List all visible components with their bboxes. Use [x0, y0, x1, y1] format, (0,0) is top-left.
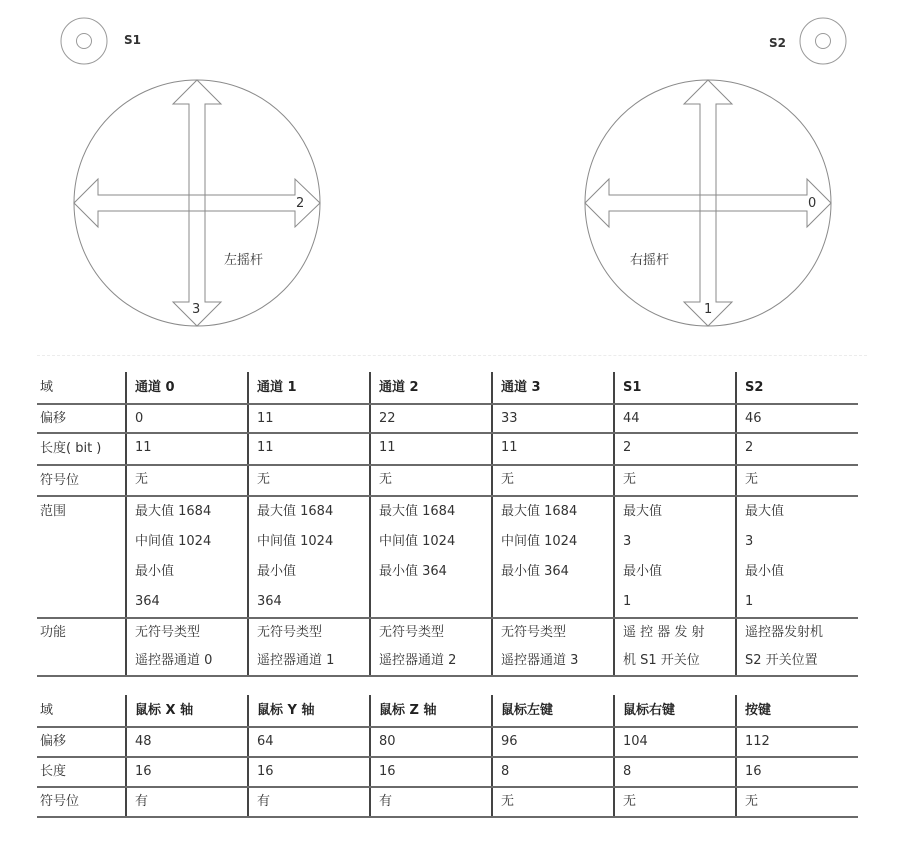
table-cell: 64: [248, 727, 370, 757]
header-channel-3: 通道 3: [492, 372, 614, 404]
s2-label: S2: [769, 36, 786, 50]
header-field: 域: [37, 372, 126, 404]
table-header-row: [37, 372, 858, 404]
section-divider: [37, 355, 867, 356]
row-label: [37, 496, 126, 618]
header-keys: 按键: [736, 695, 858, 727]
table-row-length: [37, 757, 858, 787]
table-cell: 46: [736, 404, 858, 433]
table-cell: 无: [614, 465, 736, 496]
table-cell: [248, 496, 370, 618]
range-min: 最小值: [745, 564, 785, 579]
header-s1: S1: [614, 372, 736, 404]
function-type: 遥 控 器 发 射: [623, 625, 705, 640]
left-stick-vertical-channel: 3: [192, 302, 201, 317]
table-cell: [370, 496, 492, 618]
s1-switch-icon: [61, 18, 107, 64]
table-cell: 8: [614, 757, 736, 787]
table-cell: 2: [614, 433, 736, 465]
range-max: 最大值 1684: [379, 504, 456, 519]
table-cell: 无: [492, 787, 614, 817]
joystick-diagram: [0, 0, 903, 345]
table-cell: 16: [370, 757, 492, 787]
table-cell: 无: [492, 465, 614, 496]
function-type: 无符号类型: [257, 625, 323, 640]
s1-label: S1: [124, 33, 141, 47]
table-cell: [126, 618, 248, 676]
table-cell: 112: [736, 727, 858, 757]
range-min: 最小值: [257, 564, 297, 579]
function-desc: S2 开关位置: [745, 653, 818, 668]
header-field: 域: [37, 695, 126, 727]
table-cell: 104: [614, 727, 736, 757]
range-min: 最小值 364: [501, 564, 569, 579]
table-row-sign: [37, 787, 858, 817]
range-min-value: 1: [623, 594, 632, 609]
table-cell: 80: [370, 727, 492, 757]
range-extra: [501, 587, 613, 617]
table-cell: 8: [492, 757, 614, 787]
table-cell: 11: [248, 404, 370, 433]
function-type: 无符号类型: [501, 625, 567, 640]
table-cell: 16: [736, 757, 858, 787]
header-mouse-x: 鼠标 X 轴: [126, 695, 248, 727]
table-cell: [614, 618, 736, 676]
range-max-value: 3: [623, 534, 632, 549]
range-min: 最小值 364: [379, 564, 447, 579]
table-cell: [614, 496, 736, 618]
range-min-value: 364: [257, 594, 282, 609]
table-row-length: [37, 433, 858, 465]
table-cell: 2: [736, 433, 858, 465]
table-cell: 33: [492, 404, 614, 433]
range-max-value: 3: [745, 534, 754, 549]
table-cell: 11: [492, 433, 614, 465]
function-type: 遥控器发射机: [745, 625, 824, 640]
right-stick-horizontal-channel: 0: [808, 196, 817, 211]
joystick-diagram-graphic: [0, 0, 903, 345]
table-row-offset: [37, 727, 858, 757]
table-cell: 22: [370, 404, 492, 433]
function-desc: 机 S1 开关位: [623, 653, 700, 668]
row-label: 偏移: [37, 727, 126, 757]
range-max: 最大值: [623, 504, 663, 519]
range-max: 最大值 1684: [135, 504, 212, 519]
function-type: 无符号类型: [379, 625, 445, 640]
function-desc: 遥控器通道 2: [379, 653, 457, 668]
table-cell: [736, 618, 858, 676]
range-mid: 中间值 1024: [379, 534, 456, 549]
function-desc: 遥控器通道 3: [501, 653, 579, 668]
header-mouse-right: 鼠标右键: [614, 695, 736, 727]
table-cell: 无: [126, 465, 248, 496]
left-stick-label: 左摇杆: [224, 253, 264, 268]
range-min-value: 364: [135, 594, 160, 609]
range-extra: [379, 587, 491, 617]
range-mid: 中间值 1024: [257, 534, 334, 549]
table-cell: [126, 496, 248, 618]
table-cell: 无: [248, 465, 370, 496]
rc-channel-table: [37, 372, 858, 677]
right-stick-label: 右摇杆: [630, 253, 670, 268]
row-label: 符号位: [37, 787, 126, 817]
right-stick-icon: [585, 80, 831, 326]
table-cell: [248, 618, 370, 676]
table-cell: 96: [492, 727, 614, 757]
row-label: 长度: [37, 757, 126, 787]
table-cell: 无: [614, 787, 736, 817]
table-cell: [736, 496, 858, 618]
range-max: 最大值: [745, 504, 785, 519]
table-cell: 16: [126, 757, 248, 787]
row-label: 偏移: [37, 404, 126, 433]
header-mouse-y: 鼠标 Y 轴: [248, 695, 370, 727]
right-stick-vertical-channel: 1: [704, 302, 713, 317]
row-label: 长度( bit ): [37, 433, 126, 465]
table-cell: 无: [736, 465, 858, 496]
table-cell: 无: [736, 787, 858, 817]
table-header-row: [37, 695, 858, 727]
table-cell: [492, 618, 614, 676]
table-cell: 有: [248, 787, 370, 817]
table-cell: [492, 496, 614, 618]
range-mid: 中间值 1024: [501, 534, 578, 549]
row-label: 符号位: [37, 465, 126, 496]
mouse-key-table: [37, 695, 858, 818]
range-max: 最大值 1684: [501, 504, 578, 519]
table-cell: 有: [370, 787, 492, 817]
range-max: 最大值 1684: [257, 504, 334, 519]
function-desc: 遥控器通道 1: [257, 653, 335, 668]
table-cell: 16: [248, 757, 370, 787]
function-type: 无符号类型: [135, 625, 201, 640]
header-channel-0: 通道 0: [126, 372, 248, 404]
table-cell: 无: [370, 465, 492, 496]
row-label-text: 功能: [40, 625, 67, 640]
table-cell: 48: [126, 727, 248, 757]
function-desc: 遥控器通道 0: [135, 653, 213, 668]
header-mouse-left: 鼠标左键: [492, 695, 614, 727]
header-mouse-z: 鼠标 Z 轴: [370, 695, 492, 727]
table-row-offset: [37, 404, 858, 433]
table-row-sign: [37, 465, 858, 496]
s2-switch-icon: [800, 18, 846, 64]
range-min-value: 1: [745, 594, 754, 609]
table-cell: 0: [126, 404, 248, 433]
header-s2: S2: [736, 372, 858, 404]
range-min: 最小值: [623, 564, 663, 579]
table-cell: 11: [370, 433, 492, 465]
left-stick-icon: [74, 80, 320, 326]
table-cell: 44: [614, 404, 736, 433]
table-row-range: [37, 496, 858, 618]
table-cell: 11: [126, 433, 248, 465]
table-row-function: [37, 618, 858, 676]
header-channel-2: 通道 2: [370, 372, 492, 404]
row-label-text: 范围: [40, 504, 67, 519]
table-cell: 有: [126, 787, 248, 817]
left-stick-horizontal-channel: 2: [296, 196, 305, 211]
table-cell: [370, 618, 492, 676]
range-mid: 中间值 1024: [135, 534, 212, 549]
header-channel-1: 通道 1: [248, 372, 370, 404]
row-label: [37, 618, 126, 676]
range-min: 最小值: [135, 564, 175, 579]
table-cell: 11: [248, 433, 370, 465]
